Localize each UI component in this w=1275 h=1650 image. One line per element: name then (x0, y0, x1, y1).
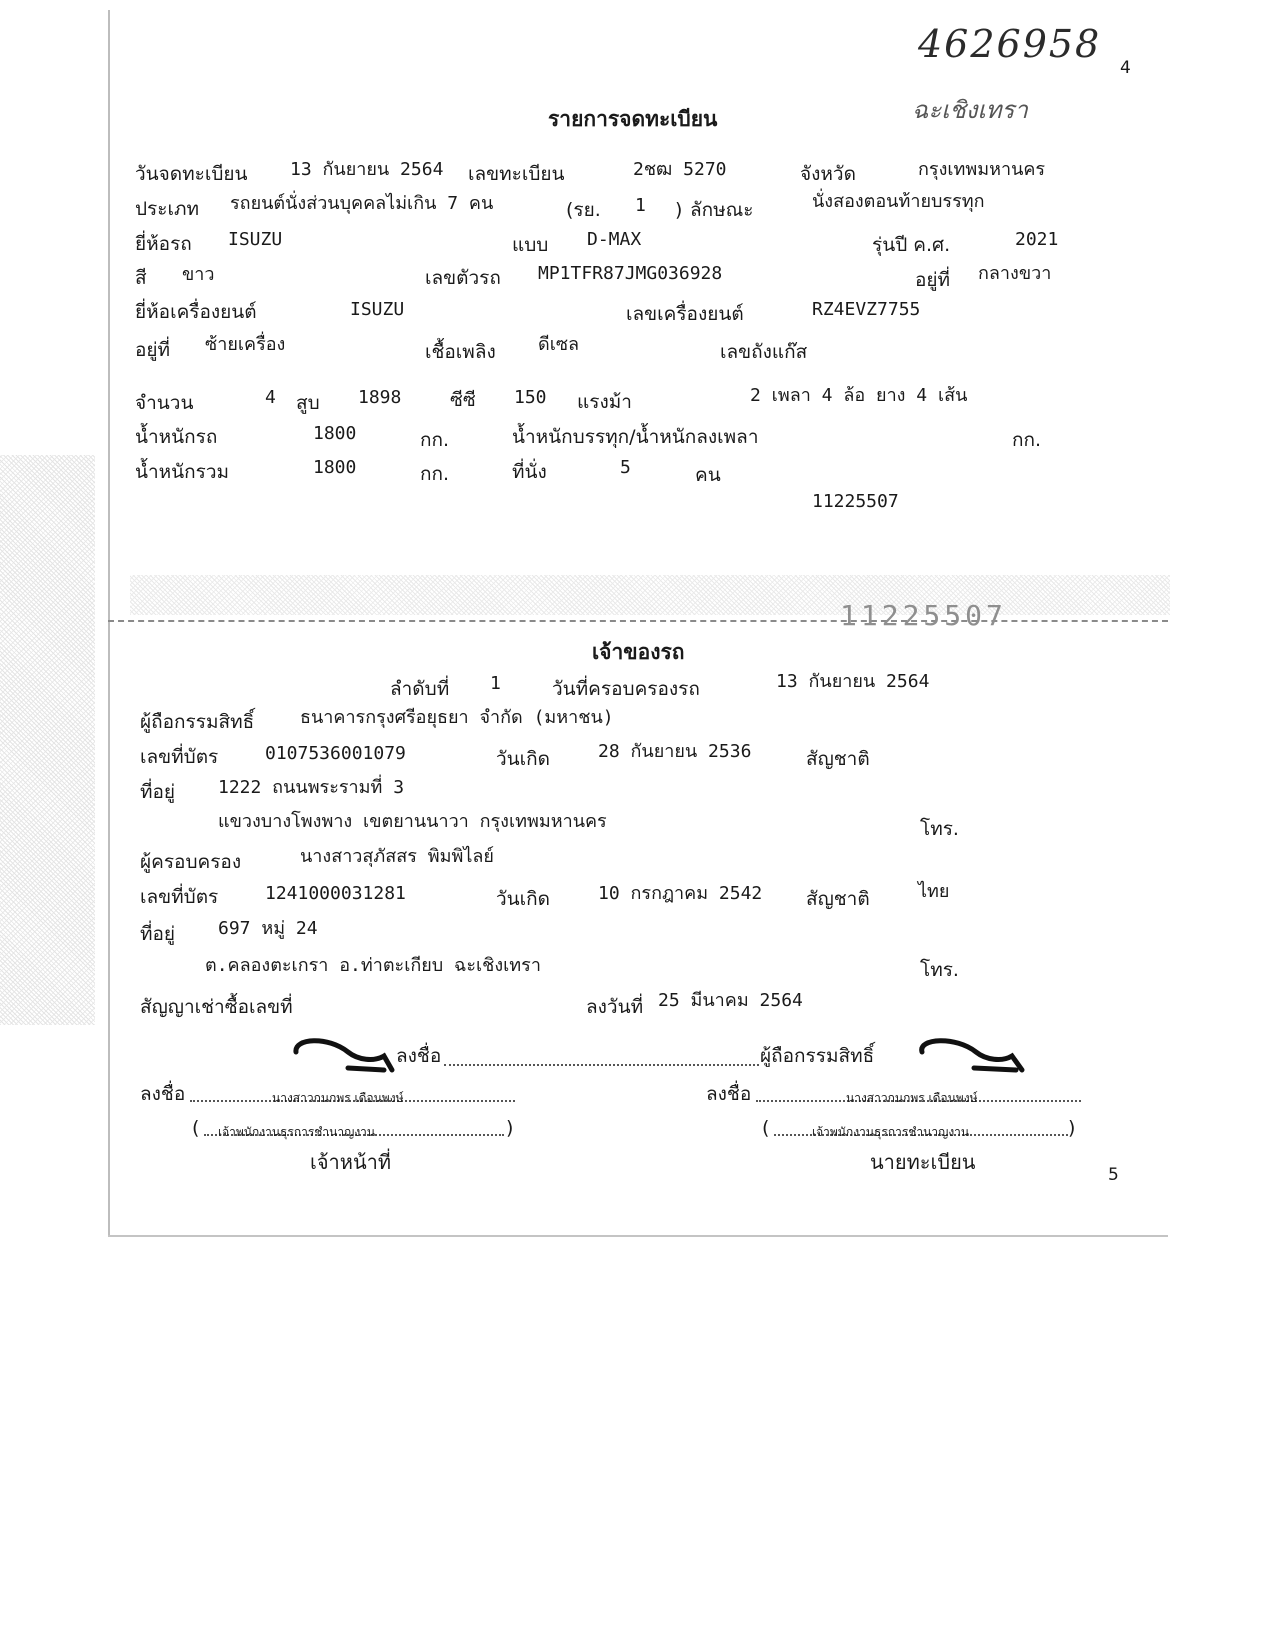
horsepower-label: แรงม้า (577, 391, 632, 413)
signed-date-label: ลงวันที่ (586, 996, 644, 1018)
possessor-dob-label: วันเกิด (496, 888, 550, 910)
page-number-bottom: 5 (1108, 1165, 1119, 1185)
holder-label: ผู้ถือกรรมสิทธิ์ (140, 711, 255, 733)
page-number-top: 4 (1120, 58, 1131, 78)
holder-role-label: ผู้ถือกรรมสิทธิ์ (760, 1045, 875, 1067)
bottom-border (108, 1235, 1168, 1237)
holder-tel-label: โทร. (920, 818, 959, 840)
scan-left-border (108, 10, 110, 1235)
cylinders: 4 (265, 387, 276, 408)
order-label: ลำดับที่ (390, 678, 450, 700)
left-sign-label: ลงชื่อ (140, 1083, 186, 1105)
holder-address-line1: 1222 ถนนพระรามที่ 3 (218, 777, 405, 798)
possessor-nationality: ไทย (918, 881, 950, 902)
possession-label: วันที่ครอบครองรถ (552, 678, 700, 700)
holder-address-label: ที่อยู่ (140, 781, 176, 803)
sign-label-top: ลงชื่อ (396, 1045, 442, 1067)
left-officer-name: นางสาวกนกพร เดือนพงษ์ (272, 1091, 404, 1105)
possessor-tel-label: โทร. (920, 959, 959, 981)
ry: 1 (635, 195, 646, 216)
left-officer-role: เจ้าหน้าที่ (310, 1150, 392, 1174)
left-officer-position: เจ้าพนักงานธุรการชำนาญงาน (218, 1125, 376, 1139)
holder-dob-label: วันเกิด (496, 748, 550, 770)
horsepower: 150 (514, 387, 547, 408)
vin-location-label: อยู่ที่ (915, 269, 951, 291)
engine-brand-label: ยี่ห้อเครื่องยนต์ (135, 301, 257, 323)
possessor-name: นางสาวสุภัสสร พิมพิไลย์ (300, 846, 494, 867)
engine-brand: ISUZU (350, 299, 405, 320)
holder-signature-left (288, 1030, 408, 1090)
cylinders-label: สูบ (296, 392, 320, 414)
right-paren-close: ) (1068, 1117, 1076, 1139)
right-paren-open: ( (762, 1117, 770, 1139)
gross-weight: 1800 (313, 457, 357, 478)
style: นั่งสองตอนท้ายบรรทุก (812, 191, 985, 212)
possession-date: 13 กันยายน 2564 (776, 671, 930, 692)
fuel-label: เชื้อเพลิง (425, 341, 496, 363)
gross-unit: กก. (420, 463, 450, 485)
right-sign-label: ลงชื่อ (706, 1083, 752, 1105)
holder-dob: 28 กันยายน 2536 (598, 741, 752, 762)
possessor-address-line1: 697 หมู่ 24 (218, 918, 318, 939)
handwritten-province: ฉะเชิงเทรา (912, 96, 1028, 124)
weight-label: น้ำหนักรถ (135, 426, 218, 448)
right-officer-role: นายทะเบียน (870, 1150, 976, 1174)
reg-date: 13 กันยายน 2564 (290, 159, 444, 180)
right-officer-position: เจ้าพนักงานธุรการชำนาญงาน (812, 1125, 970, 1139)
engine-cc: 1898 (358, 387, 402, 408)
weight-unit: กก. (420, 429, 450, 451)
engine-location-label: อยู่ที่ (135, 339, 171, 361)
type: รถยนต์นั่งส่วนบุคคลไม่เกิน 7 คน (230, 193, 494, 214)
count-label: จำนวน (135, 392, 194, 414)
possessor-id: 1241000031281 (265, 883, 406, 904)
seats-label: ที่นั่ง (512, 461, 547, 483)
load-label: น้ำหนักบรรทุก/น้ำหนักลงเพลา (512, 426, 759, 448)
possessor-nationality-label: สัญชาติ (806, 888, 870, 910)
engine-location: ซ้ายเครื่อง (205, 334, 286, 355)
holder-id-label: เลขที่บัตร (140, 746, 219, 768)
possessor-id-label: เลขที่บัตร (140, 886, 219, 908)
vin-label: เลขตัวรถ (425, 267, 501, 289)
persons-label: คน (695, 464, 721, 486)
gross-label: น้ำหนักรวม (135, 461, 230, 483)
vin-location: กลางขวา (978, 263, 1052, 284)
scan-noise-left (0, 455, 95, 1025)
tear-line (108, 620, 1168, 622)
left-paren-close: ) (506, 1117, 514, 1139)
plate: 2ชฒ 5270 (633, 159, 727, 180)
holder-name: ธนาคารกรุงศรีอยุธยา จำกัด (มหาชน) (300, 707, 614, 728)
plate-label: เลขทะเบียน (468, 163, 565, 185)
weight: 1800 (313, 423, 357, 444)
type-label: ประเภท (135, 198, 200, 220)
brand-label: ยี่ห้อรถ (135, 233, 192, 255)
vin: MP1TFR87JMG036928 (538, 263, 723, 284)
seats: 5 (620, 457, 631, 478)
holder-signature-right (912, 1030, 1042, 1090)
model: D-MAX (587, 229, 642, 250)
possessor-label: ผู้ครอบครอง (140, 851, 242, 873)
contract-label: สัญญาเช่าซื้อเลขที่ (140, 996, 293, 1018)
faded-serial-number: 11225507 (840, 599, 1007, 632)
holder-address-line2: แขวงบางโพงพาง เขตยานนาวา กรุงเทพมหานคร (218, 811, 607, 832)
year-label: รุ่นปี ค.ศ. (872, 234, 951, 256)
load-unit: กก. (1012, 429, 1042, 451)
handwritten-doc-number: 4626958 (918, 22, 1102, 66)
gas-tank-label: เลขถังแก๊ส (720, 341, 808, 363)
reg-date-label: วันจดทะเบียน (135, 163, 248, 185)
axles-wheels: 2 เพลา 4 ล้อ ยาง 4 เส้น (750, 385, 968, 406)
signed-date: 25 มีนาคม 2564 (658, 990, 803, 1011)
ry-label: (รย. (566, 199, 601, 221)
possessor-dob: 10 กรกฎาคม 2542 (598, 883, 763, 904)
color-label: สี (135, 267, 147, 289)
possessor-address-label: ที่อยู่ (140, 923, 176, 945)
engine-no: RZ4EVZ7755 (812, 299, 921, 320)
province-label: จังหวัด (800, 163, 856, 185)
left-paren-open: ( (192, 1117, 200, 1139)
model-label: แบบ (512, 234, 549, 256)
province: กรุงเทพมหานคร (918, 159, 1046, 180)
holder-id: 0107536001079 (265, 743, 406, 764)
right-officer-name: นางสาวกนกพร เดือนพงษ์ (846, 1091, 978, 1105)
color: ขาว (182, 264, 215, 285)
holder-nationality-label: สัญชาติ (806, 748, 870, 770)
brand: ISUZU (228, 229, 283, 250)
cc-label: ซีซี (450, 389, 476, 411)
owner-title: เจ้าของรถ (592, 639, 685, 664)
registration-title: รายการจดทะเบียน (548, 106, 718, 131)
ry-close: ) (675, 199, 683, 221)
style-label: ลักษณะ (690, 199, 754, 221)
sign-line-top (444, 1064, 759, 1066)
fuel: ดีเซล (538, 334, 580, 355)
possessor-address-line2: ต.คลองตะเกรา อ.ท่าตะเกียบ ฉะเชิงเทรา (205, 955, 541, 976)
scan-noise-band (130, 575, 1170, 615)
year: 2021 (1015, 229, 1059, 250)
engine-no-label: เลขเครื่องยนต์ (626, 303, 744, 325)
serial-number: 11225507 (812, 491, 899, 512)
order: 1 (490, 673, 501, 694)
